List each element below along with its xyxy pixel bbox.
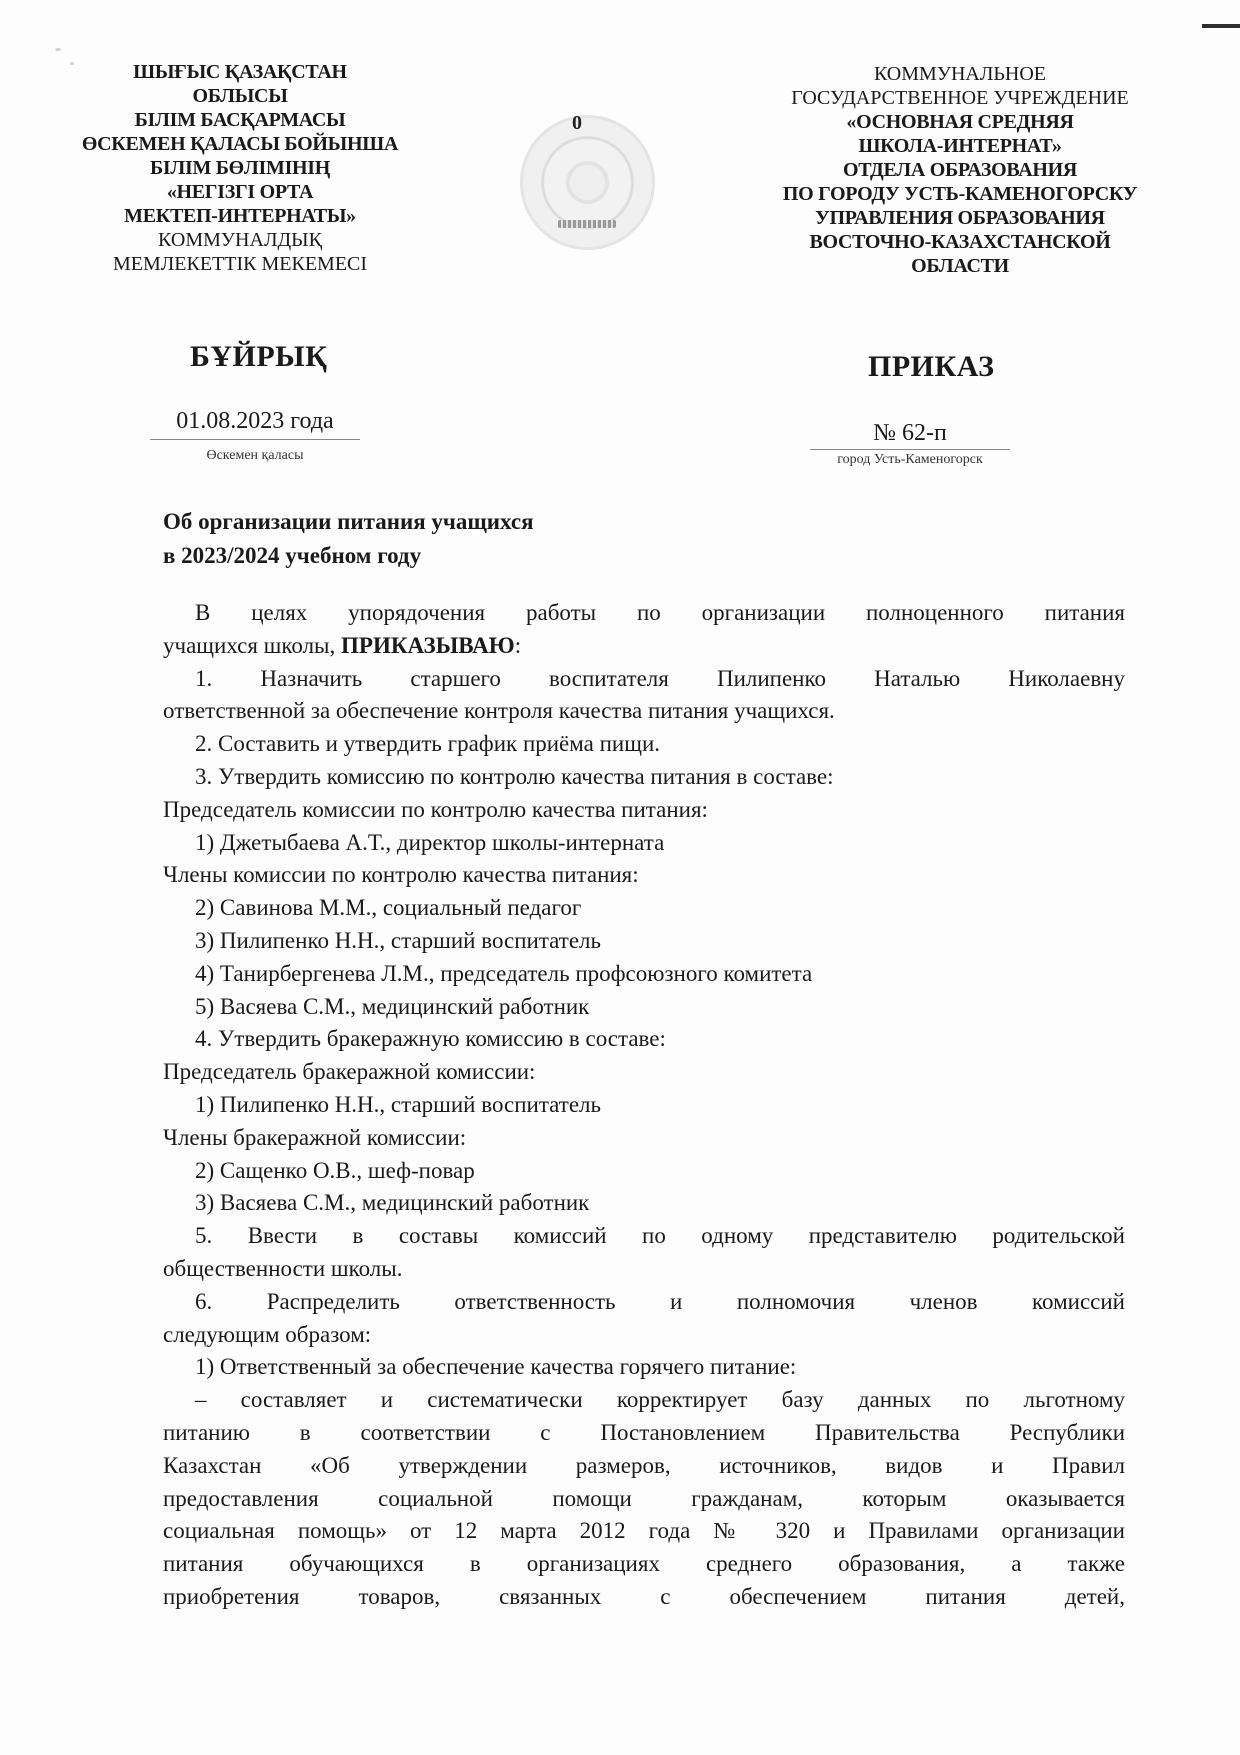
- item-6-duty-line: питания обучающихся в организациях среднего образования, а также: [163, 1551, 1125, 1577]
- item-6-cont: следующим образом:: [163, 1321, 372, 1347]
- order-date: 01.08.2023 года: [150, 408, 360, 440]
- item-3-member: 4) Танирбергенева Л.М., председатель профсоюзного комитета: [195, 960, 813, 986]
- scan-artifact: [55, 48, 61, 51]
- header-kz-line: КОММУНАЛДЫҚ: [158, 229, 322, 251]
- item-4-chair: 1) Пилипенко Н.Н., старший воспитатель: [195, 1091, 602, 1117]
- item-6: 6. Распределить ответственность и полномочия членов комиссий: [195, 1288, 1125, 1314]
- item-1: 1. Назначить старшего воспитателя Пилипенко Наталью Николаевну: [195, 665, 1125, 691]
- item-3-member: 2) Савинова М.М., социальный педагог: [195, 895, 582, 921]
- item-1-cont: ответственной за обеспечение контроля качества питания учащихся.: [163, 698, 835, 724]
- order-subject: [163, 505, 534, 573]
- item-3: 3. Утвердить комиссию по контролю качества питания в составе:: [195, 763, 834, 789]
- order-keyword: ПРИКАЗЫВАЮ: [341, 632, 515, 658]
- intro-line: [163, 630, 1125, 663]
- item-4-member: 3) Васяева С.М., медицинский работник: [195, 1190, 590, 1216]
- order-body: [163, 597, 1125, 1614]
- header-kz-line: ОБЛЫСЫ: [192, 85, 288, 107]
- item-6-duty-line: предоставления социальной помощи гражданам, которым оказывается: [163, 1485, 1125, 1511]
- city-ru: город Усть-Каменогорск: [837, 452, 983, 467]
- header-ru-line: ПО ГОРОДУ УСТЬ-КАМЕНОГОРСКУ: [782, 183, 1138, 205]
- item-3-member: 3) Пилипенко Н.Н., старший воспитатель: [195, 927, 602, 953]
- subject-line: Об организации питания учащихся: [163, 509, 534, 534]
- header-ru-line: ОБЛАСТИ: [911, 255, 1009, 277]
- header-ru-line: ШКОЛА-ИНТЕРНАТ»: [858, 135, 1062, 157]
- intro-colon: :: [514, 632, 522, 658]
- subject-line: в 2023/2024 учебном году: [163, 543, 422, 568]
- header-ru-line: ГОСУДАРСТВЕННОЕ УЧРЕЖДЕНИЕ: [791, 87, 1129, 109]
- header-kz-line: МЕМЛЕКЕТТІК МЕКЕМЕСІ: [112, 253, 368, 275]
- scan-artifact: [1202, 24, 1240, 28]
- item-3-member: 5) Васяева С.М., медицинский работник: [195, 993, 590, 1019]
- header-kz-line: МЕКТЕП-ИНТЕРНАТЫ»: [124, 205, 356, 227]
- header-kz: [60, 60, 420, 276]
- item-4-members-label: Члены бракеражной комиссии:: [163, 1124, 467, 1150]
- item-2: 2. Составить и утвердить график приёма пищи.: [195, 731, 661, 757]
- item-5-cont: общественности школы.: [163, 1255, 403, 1281]
- item-4: 4. Утвердить бракеражную комиссию в составе:: [195, 1026, 666, 1052]
- header-kz-line: БІЛІМ БАСҚАРМАСЫ: [134, 109, 346, 131]
- header-ru: [760, 62, 1160, 278]
- item-4-member: 2) Сащенко О.В., шеф-повар: [195, 1157, 475, 1183]
- emblem-mark: 0: [572, 112, 582, 134]
- intro-text: учащихся школы,: [163, 632, 342, 658]
- document-title-ru: ПРИКАЗ: [868, 350, 995, 383]
- intro-line: В целях упорядочения работы по организации полноценного питания: [195, 600, 1125, 625]
- item-3-chair: 1) Джетыбаева А.Т., директор школы-интерната: [195, 829, 665, 855]
- item-3-chair-label: Председатель комиссии по контролю качества питания:: [163, 796, 708, 822]
- header-ru-line: КОММУНАЛЬНОЕ: [873, 63, 1047, 85]
- city-kz: Өскемен қаласы: [206, 448, 304, 463]
- state-emblem-ribbon: [558, 220, 616, 228]
- order-number: № 62-п: [810, 420, 1010, 450]
- header-kz-line: ШЫҒЫС ҚАЗАҚСТАН: [133, 61, 347, 83]
- item-6-duty-line: приобретения товаров, связанных с обеспечением питания детей,: [163, 1583, 1125, 1609]
- item-6-duty-line: социальная помощь» от 12 марта 2012 года № 320 и Правилами организации: [163, 1518, 1125, 1544]
- header-ru-line: ВОСТОЧНО-КАЗАХСТАНСКОЙ: [809, 231, 1111, 253]
- item-5: 5. Ввести в составы комиссий по одному представителю родительской: [195, 1223, 1125, 1249]
- document-title-kz: БҰЙРЫҚ: [190, 340, 328, 373]
- item-6-sub-1: 1) Ответственный за обеспечение качества горячего питание:: [195, 1354, 797, 1380]
- item-6-duty-line: Казахстан «Об утверждении размеров, источников, видов и Правил: [163, 1452, 1125, 1478]
- header-ru-line: УПРАВЛЕНИЯ ОБРАЗОВАНИЯ: [815, 207, 1105, 229]
- header-ru-line: «ОСНОВНАЯ СРЕДНЯЯ: [846, 111, 1074, 133]
- item-6-duty-line: – составляет и систематически корректирует базу данных по льготному: [195, 1387, 1125, 1413]
- item-4-chair-label: Председатель бракеражной комиссии:: [163, 1059, 536, 1085]
- header-kz-line: ӨСКЕМЕН ҚАЛАСЫ БОЙЫНША: [81, 133, 399, 155]
- header-kz-line: БІЛІМ БӨЛІМІНІҢ: [149, 157, 331, 179]
- state-emblem-icon: [520, 115, 655, 250]
- item-3-members-label: Члены комиссии по контролю качества питания:: [163, 862, 639, 888]
- header-ru-line: ОТДЕЛА ОБРАЗОВАНИЯ: [843, 159, 1077, 181]
- item-6-duty-line: питанию в соответствии с Постановлением Правительства Республики: [163, 1419, 1125, 1445]
- header-kz-line: «НЕГІЗГІ ОРТА: [166, 181, 314, 203]
